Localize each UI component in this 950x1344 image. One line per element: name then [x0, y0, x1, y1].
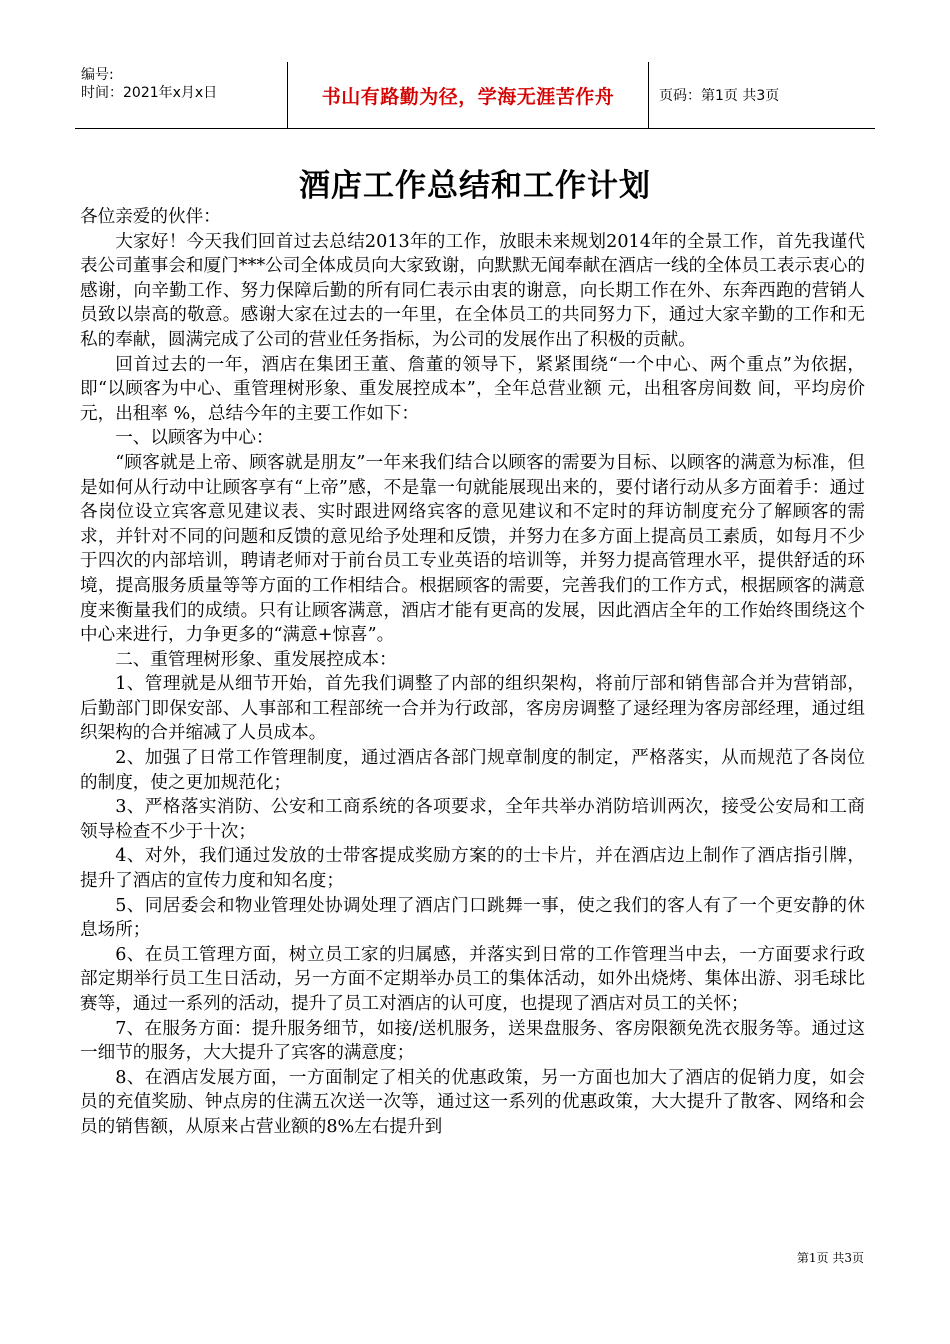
motto-text: 书山有路勤为径，学海无涯苦作舟	[321, 85, 615, 108]
header-divider	[75, 128, 875, 129]
section-heading: 二、重管理树形象、重发展控成本：	[115, 649, 397, 670]
header-motto-cell	[287, 62, 649, 128]
salutation: 各位亲爱的伙伴：	[80, 207, 221, 227]
list-item: 7、在服务方面：提升服务细节，如接/送机服务，送果盘服务、客房限额免洗衣服务等。通过这一细节的服务，大大提升了宾客的满意度；	[80, 1018, 865, 1064]
footer-page-info: 第1页 共3页	[796, 1251, 864, 1265]
list-item: 4、对外，我们通过发放的士带客提成奖励方案的的士卡片，并在酒店边上制作了酒店指引牌，提升了酒店的宣传力度和知名度；	[80, 846, 865, 892]
list-item: 8、在酒店发展方面，一方面制定了相关的优惠政策，另一方面也加大了酒店的促销力度，如会员的充值奖励、钟点房的住满五次送一次等，通过这一系列的优惠政策，大大提升了散客、网络和会员的销售额，从原来占营业额的8%左右提升到	[80, 1067, 865, 1137]
document-title: 酒店工作总结和工作计划	[299, 168, 651, 204]
document-body	[80, 205, 865, 1140]
section-heading: 一、以顾客为中心：	[115, 428, 274, 449]
list-item: 6、在员工管理方面，树立员工家的归属感，并落实到日常的工作管理当中去，一方面要求行政部定期举行员工生日活动，另一方面不定期举办员工的集体活动，如外出烧烤、集体出游、羽毛球比赛等，通过一系列的活动，提升了员工对酒店的认可度，也提现了酒店对员工的关怀；	[80, 944, 865, 1014]
list-item: 1、管理就是从细节开始，首先我们调整了内部的组织架构，将前厅部和销售部合并为营销部，后勤部门即保安部、人事部和工程部统一合并为行政部，客房房调整了逯经理为客房部经理，通过组织架构的合并缩减了人员成本。	[80, 674, 865, 744]
header-page-info: 页码：第1页 共3页	[659, 88, 780, 104]
number-label: 编号:	[81, 67, 114, 83]
paragraph: “顾客就是上帝、顾客就是朋友”一年来我们结合以顾客的需要为目标、以顾客的满意为标准，但是如何从行动中让顾客享有“上帝”感，不是靠一句就能展现出来的，要付诸行动从多方面着手：通过各岗位设立宾客意见建议表、实时跟进网络宾客的意见建议和不定时的拜访制度充分了解顾客的需求，并针对不同的问题和反馈的意见给予处理和反馈，并努力在多方面上提高员工素质，如每月不少于四次的内部培训，聘请老师对于前台员工专业英语的培训等，并努力提高管理水平，提供舒适的环境，提高服务质量等等方面的工作相结合。根据顾客的需要，完善我们的工作方式，根据顾客的满意度来衡量我们的成绩。只有让顾客满意，酒店才能有更高的发展，因此酒店全年的工作始终围绕这个中心来进行，力争更多的“满意+惊喜”。	[80, 452, 865, 646]
list-item: 2、加强了日常工作管理制度，通过酒店各部门规章制度的制定，严格落实，从而规范了各岗位的制度，使之更加规范化；	[80, 748, 865, 793]
paragraph: 大家好！今天我们回首过去总结2013年的工作，放眼未来规划2014年的全景工作，首先我谨代表公司董事会和厦门***公司全体成员向大家致谢，向默默无闻奉献在酒店一线的全体员工表示衷心的感谢，向辛勤工作、努力保障后勤的所有同仁表示由衷的谢意，向长期工作在外、东奔西跑的营销人员致以崇高的敬意。感谢大家在过去的一年里，在全体员工的共同努力下，通过大家辛勤的工作和无私的奉献，圆满完成了公司的营业任务指标，为公司的发展作出了积极的贡献。	[80, 231, 865, 350]
list-item: 5、同居委会和物业管理处协调处理了酒店门口跳舞一事，使之我们的客人有了一个更安静的休息场所；	[80, 895, 865, 941]
document-header	[75, 62, 875, 128]
date-label: 时间：2021年x月x日	[81, 85, 218, 101]
header-meta	[75, 62, 287, 128]
list-item: 3、严格落实消防、公安和工商系统的各项要求，全年共举办消防培训两次，接受公安局和工商领导检查不少于十次；	[80, 797, 865, 842]
paragraph: 回首过去的一年，酒店在集团王董、詹董的领导下，紧紧围绕“一个中心、两个重点”为依据，即“以顾客为中心、重管理树形象、重发展控成本”，全年总营业额 元，出租客房间数 间，平均房价 元，出租率 %，总结今年的主要工作如下：	[80, 354, 865, 424]
header-page-cell	[649, 62, 875, 128]
